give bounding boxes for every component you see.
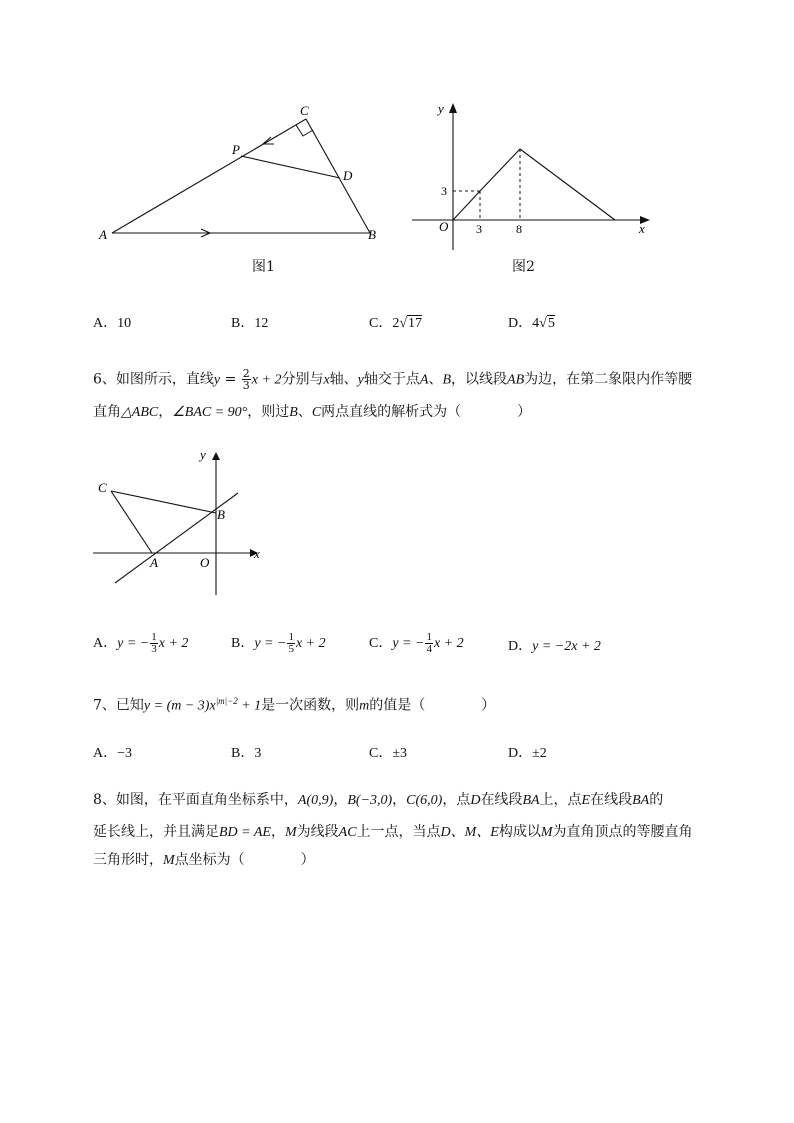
question-number: 7、 [93,697,116,714]
text: 如图所示，直线 [115,371,214,388]
math: D、M、E [440,825,499,840]
math: ∠BAC = 90° [172,405,248,420]
fraction [287,632,295,655]
text: 三角形时， [93,852,163,868]
q5-option-b[interactable] [231,312,268,332]
label-x: x [254,546,260,561]
math: y = − [254,636,287,651]
math: AB [507,372,525,388]
q7-stem [93,691,495,717]
exponent: |m|−2 [215,696,238,706]
label-A: A [99,227,107,242]
segment-PD [241,156,340,178]
text: 如图，在平面直角坐标系中， [115,792,298,808]
math: x + 2 [251,372,282,388]
math: x + 2 [158,636,189,651]
math: C [311,405,322,420]
fraction [425,632,433,655]
q8-line-2 [93,822,693,843]
option-letter: A． [93,746,118,761]
option-letter: D． [508,746,533,761]
math: x + 2 [295,636,326,651]
numerator: 1 [426,631,432,644]
math: = [220,371,241,388]
label-B: B [368,227,376,242]
math: y [357,372,364,388]
math: BD = AE [219,825,271,840]
math: + 1 [237,698,262,714]
segment-CA [111,491,152,553]
fraction [242,368,251,391]
numerator: 1 [151,631,157,644]
label-O: O [439,219,449,234]
q7-option-b[interactable] [231,742,261,762]
question-number: 8、 [93,792,116,808]
label-eight: 8 [516,222,522,236]
option-letter: A． [93,636,118,651]
text: 轴交于点 [363,371,420,388]
fraction [150,632,158,655]
denominator: 5 [288,643,294,656]
math: BA [632,793,650,808]
function-graph [453,149,615,220]
text: 直角 [93,404,121,420]
denominator: 3 [242,379,250,392]
math: M [163,853,175,868]
text: 分别与 [281,371,324,388]
label-three-y: 3 [441,184,447,198]
label-O: O [200,555,210,570]
math: B(−3,0) [347,793,393,808]
option-letter: C． [369,636,393,651]
label-A: A [150,555,158,570]
text: 构成以 [498,824,541,840]
segment-CB [306,119,370,233]
label-C: C [300,103,309,118]
text: 为线段 [296,824,339,840]
q7-option-a[interactable] [93,742,132,762]
label-x: x [639,221,645,236]
segment-CB [111,491,216,513]
option-letter: D． [508,639,533,654]
text: 的值是（ ） [369,697,496,714]
q6-option-c[interactable] [369,632,464,655]
text: 为直角顶点的等腰直角 [552,824,693,840]
y-arrow-icon [212,452,220,460]
option-radicand: 17 [408,316,423,331]
q8-line-1 [93,790,663,811]
text: 轴、 [329,371,358,388]
math: AC [338,825,357,840]
q5-option-c[interactable] [369,312,422,332]
text: 两点直线的解析式为（ ） [321,404,532,420]
text: 、 [297,404,312,420]
text: 、 [428,371,443,388]
q6-option-d[interactable] [508,635,601,655]
text: 上，点 [539,792,582,808]
text: ，则过 [247,404,290,420]
math: x + 2 [433,636,464,651]
math: y = (m − 3)x [143,698,216,714]
math: BA [522,793,540,808]
q5-option-d[interactable] [508,312,555,332]
text: 已知 [115,697,144,714]
numerator: 2 [242,367,250,380]
figure-2-caption: 图2 [512,259,535,275]
math: △ABC [121,405,159,420]
math: M [540,825,553,840]
option-letter: B． [231,316,255,331]
text: ， [158,404,173,420]
numerator: 1 [288,631,294,644]
label-B: B [217,507,225,522]
label-P: P [232,142,240,157]
math: B [442,372,452,388]
q7-option-c[interactable] [369,742,407,762]
text: 上一点，当点 [356,824,441,840]
q5-option-a[interactable] [93,312,131,332]
option-letter: C． [369,746,393,761]
math: A(0,9) [297,793,334,808]
figure-2 [405,95,655,255]
math: A [419,372,429,388]
q8-line-3 [93,850,315,871]
text: ， [392,792,407,808]
text: 为边，在第二象限内作等腰 [524,371,693,388]
text: 在线段 [590,792,633,808]
math: y = −2x + 2 [532,639,601,654]
math: x [323,372,330,388]
q6-figure [90,442,270,602]
q6-line-2 [93,402,531,423]
text: ， [270,824,285,840]
text: 是一次函数，则 [261,697,360,714]
option-letter: C． [369,316,393,331]
option-value: 12 [254,316,269,331]
math: m [359,698,370,714]
option-letter: B． [231,636,255,651]
text: 点坐标为（ ） [174,852,315,868]
math: y [213,372,221,388]
option-letter: A． [93,316,118,331]
figure-1 [95,98,395,248]
denominator: 4 [426,643,432,656]
text: 的 [649,792,664,808]
sqrt-icon: √ [539,316,547,331]
math: B [289,405,298,420]
q6-option-b[interactable] [231,632,326,655]
q7-option-d[interactable] [508,742,547,762]
denominator: 3 [151,643,157,656]
text: ， [333,792,348,808]
option-value: ±3 [392,746,408,761]
y-arrow-icon [449,103,457,113]
text: 延长线上，并且满足 [93,824,219,840]
sqrt-icon: √ [399,316,408,331]
text: ，点 [442,792,471,808]
option-value: 3 [254,746,262,761]
label-y: y [200,447,206,462]
text: 在线段 [480,792,523,808]
label-y: y [438,101,444,116]
option-coef: 4 [532,316,540,331]
math: C(6,0) [406,793,443,808]
q6-option-a[interactable] [93,632,188,655]
text: ，以线段 [451,371,508,388]
question-number: 6、 [93,371,116,388]
math: y = − [117,636,150,651]
math: y = − [392,636,425,651]
option-value: −3 [117,746,133,761]
option-radicand: 5 [547,316,555,331]
math: M [284,825,297,840]
q6-line-1 [93,368,692,391]
option-value: 10 [117,316,132,331]
option-letter: D． [508,316,533,331]
option-coef: 2 [392,316,400,331]
math: E [581,793,591,808]
label-C: C [98,480,107,495]
option-letter: B． [231,746,255,761]
label-D: D [343,168,353,183]
figure-1-caption: 图1 [252,259,275,275]
label-three-x: 3 [476,222,482,236]
segment-AC [112,119,306,233]
math: D [470,793,481,808]
option-value: ±2 [532,746,547,761]
